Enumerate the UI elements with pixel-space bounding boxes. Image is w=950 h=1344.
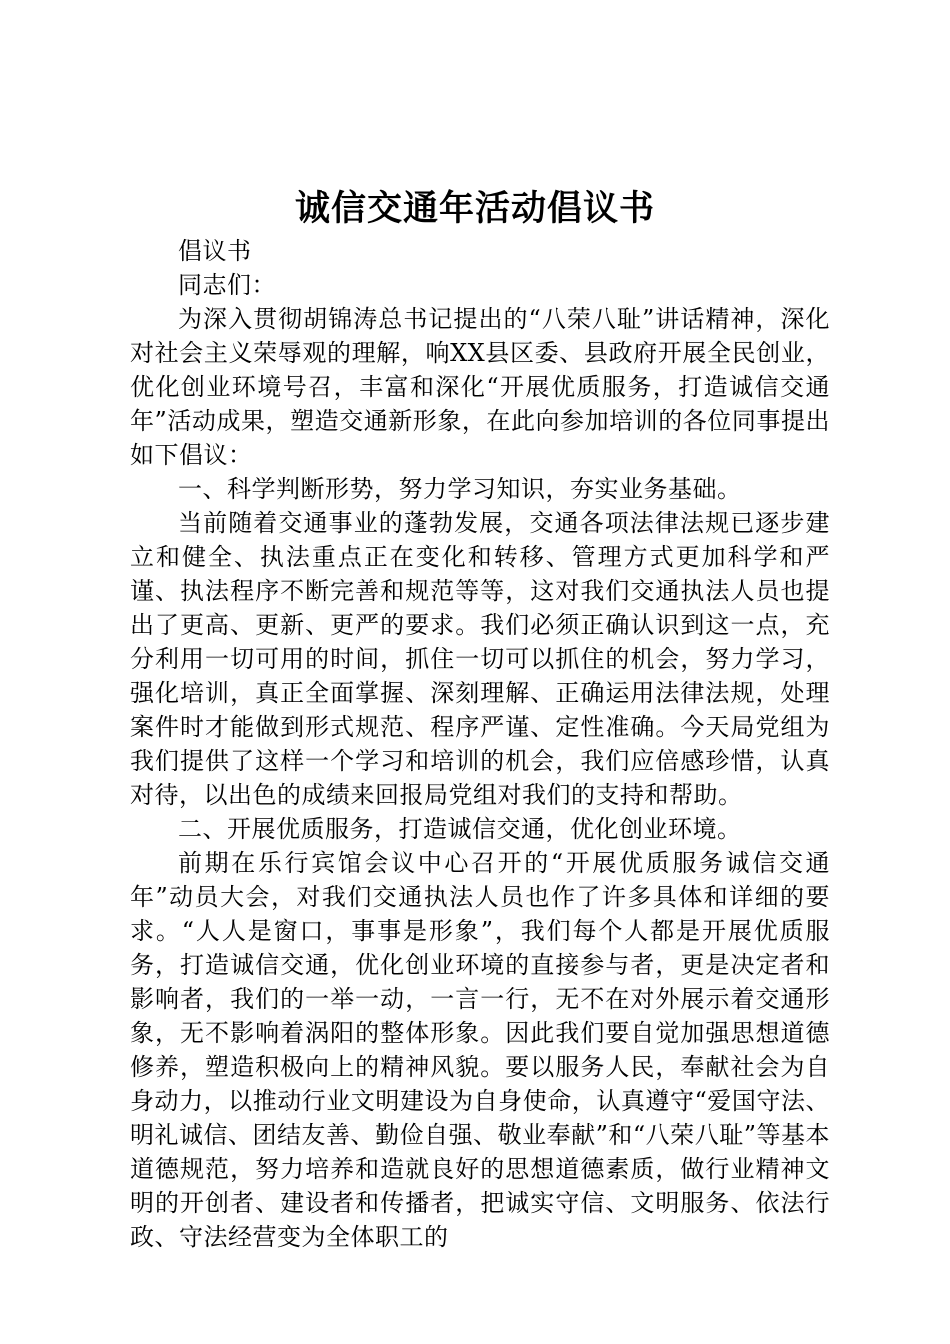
document-title: 诚信交通年活动倡议书: [294, 189, 655, 229]
paragraph-heading: 倡议书: [178, 237, 252, 265]
document-body: [130, 234, 830, 1254]
paragraph-intro: 为深入贯彻胡锦涛总书记提出的“八荣八耻”讲话精神，深化对社会主义荣辱观的理解，响XX县区委、县政府开展全民创业，优化创业环境号召，丰富和深化“开展优质服务，打造诚信交通年”活动成果，塑造交通新形象，在此向参加培训的各位同事提出如下倡议：: [130, 305, 830, 469]
paragraph-section-2-body: 前期在乐行宾馆会议中心召开的“开展优质服务诚信交通年”动员大会，对我们交通执法人员也作了许多具体和详细的要求。“人人是窗口，事事是形象”，我们每个人都是开展优质服务，打造诚信交通，优化创业环境的直接参与者，更是决定者和影响者，我们的一举一动，一言一行，无不在对外展示着交通形象，无不影响着涡阳的整体形象。因此我们要自觉加强思想道德修养，塑造积极向上的精神风貌。要以服务人民，奉献社会为自身动力，以推动行业文明建设为自身使命，认真遵守“爱国守法、明礼诚信、团结友善、勤俭自强、敬业奉献”和“八荣八耻”等基本道德规范，努力培养和造就良好的思想道德素质，做行业精神文明的开创者、建设者和传播者，把诚实守信、文明服务、依法行政、守法经营变为全体职工的: [130, 849, 830, 1251]
paragraph-salutation: 同志们：: [178, 271, 276, 299]
paragraph-section-1-heading: 一、科学判断形势，努力学习知识，夯实业务基础。: [178, 475, 742, 503]
paragraph-section-1-body: 当前随着交通事业的蓬勃发展，交通各项法律法规已逐步建立和健全、执法重点正在变化和转移、管理方式更加科学和严谨、执法程序不断完善和规范等等，这对我们交通执法人员也提出了更高、更新、更严的要求。我们必须正确认识到这一点，充分利用一切可用的时间，抓住一切可以抓住的机会，努力学习，强化培训，真正全面掌握、深刻理解、正确运用法律法规，处理案件时才能做到形式规范、程序严谨、定性准确。今天局党组为我们提供了这样一个学习和培训的机会，我们应倍感珍惜，认真对待，以出色的成绩来回报局党组对我们的支持和帮助。: [130, 509, 830, 809]
paragraph-section-2-heading: 二、开展优质服务，打造诚信交通，优化创业环境。: [178, 815, 742, 843]
